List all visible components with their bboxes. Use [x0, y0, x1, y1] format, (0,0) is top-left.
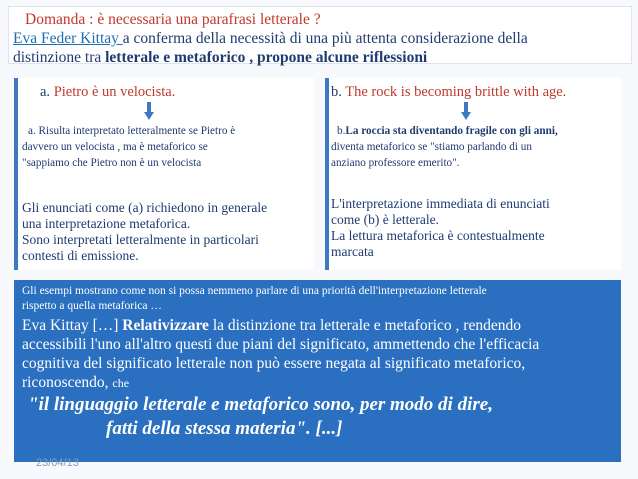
title-box [8, 6, 632, 64]
example-b-prefix: b. [331, 84, 346, 100]
question-text: Domanda : è necessaria una parafrasi letterale ? [25, 11, 321, 28]
arrow-down-icon [144, 102, 154, 120]
author-link[interactable]: Eva Feder Kittay [13, 30, 123, 47]
example-b-header [331, 84, 566, 101]
slide-date: 23/04/13 [36, 457, 79, 469]
conclusion-quote-2: fatti della stessa materia". [...] [106, 418, 343, 439]
intro-line [13, 30, 528, 48]
example-b-note-panel [325, 190, 621, 270]
conclusion-line-1 [22, 316, 521, 335]
conclusion-quote-1: "il linguaggio letterale e metaforico sono, per modo di dire, [28, 394, 493, 415]
example-b-explain-3: anziano professore emerito". [331, 157, 460, 169]
arrow-down-icon [461, 102, 471, 120]
example-a-note-3: Sono interpretati letteralmente in particolari [22, 232, 259, 247]
example-a-note-panel [14, 190, 314, 270]
intro-normal: distinzione tra [13, 49, 106, 66]
example-a-explain-1: a. Risulta interpretato letteralmente se Pietro è [28, 125, 236, 137]
conclusion-line-1-a: Eva Kittay […] [22, 317, 123, 334]
example-b-explain-1 [337, 124, 558, 139]
example-b-explain-prefix: b. [337, 125, 346, 137]
example-b-note-4: marcata [331, 244, 374, 259]
example-a-note-2: una interpretazione metaforica. [22, 216, 191, 231]
conclusion-line-4 [22, 373, 129, 393]
example-b-note-3: La lettura metaforica è contestualmente [331, 228, 545, 243]
example-a-title: Pietro è un velocista. [53, 84, 176, 100]
intro-rest: a conferma della necessità di una più attenta considerazione della [122, 30, 528, 47]
example-a-prefix: a. [40, 84, 54, 100]
example-b-note-2: come (b) è letterale. [331, 212, 439, 227]
example-a-explain-3: "sappiamo che Pietro non è un velocista [22, 157, 202, 169]
example-b-title: The rock is becoming brittle with age. [345, 84, 567, 100]
conclusion-small-1: Gli esempi mostrano come non si possa nemmeno parlare di una priorità dell'interpretazione letterale [22, 285, 487, 297]
example-b-explain-2: diventa metaforico se "stiamo parlando di un [331, 141, 532, 153]
conclusion-line-4-small: che [112, 376, 130, 390]
conclusion-line-1-bold: Relativizzare [122, 317, 209, 334]
example-b-note-1: L'interpretazione immediata di enunciati [331, 196, 550, 211]
intro-line-2 [13, 49, 427, 67]
example-a-header [40, 84, 175, 101]
intro-bold: letterale e metaforico , propone alcune riflessioni [105, 49, 428, 66]
example-b-explain-bold: La roccia sta diventando fragile con gli anni, [345, 125, 558, 137]
example-a-note-4: contesti di emissione. [22, 248, 139, 263]
conclusion-box [14, 280, 621, 462]
conclusion-line-1-b: la distinzione tra letterale e metaforico , rendendo [208, 317, 521, 334]
example-a-note-1: Gli enunciati come (a) richiedono in generale [22, 200, 268, 215]
conclusion-line-3: cognitiva del significato letterale non può essere negata al significato metaforico, [22, 355, 526, 372]
conclusion-small-2: rispetto a quella metaforica … [22, 300, 162, 312]
conclusion-line-4-a: riconoscendo, [22, 374, 113, 391]
conclusion-line-2: accessibili l'uno all'altro questi due piani del significato, ammettendo che l'efficacia [22, 336, 540, 353]
example-b-panel [325, 78, 621, 190]
example-a-explain-2: davvero un velocista , ma è metaforico se [22, 141, 208, 153]
example-a-panel [14, 78, 314, 190]
